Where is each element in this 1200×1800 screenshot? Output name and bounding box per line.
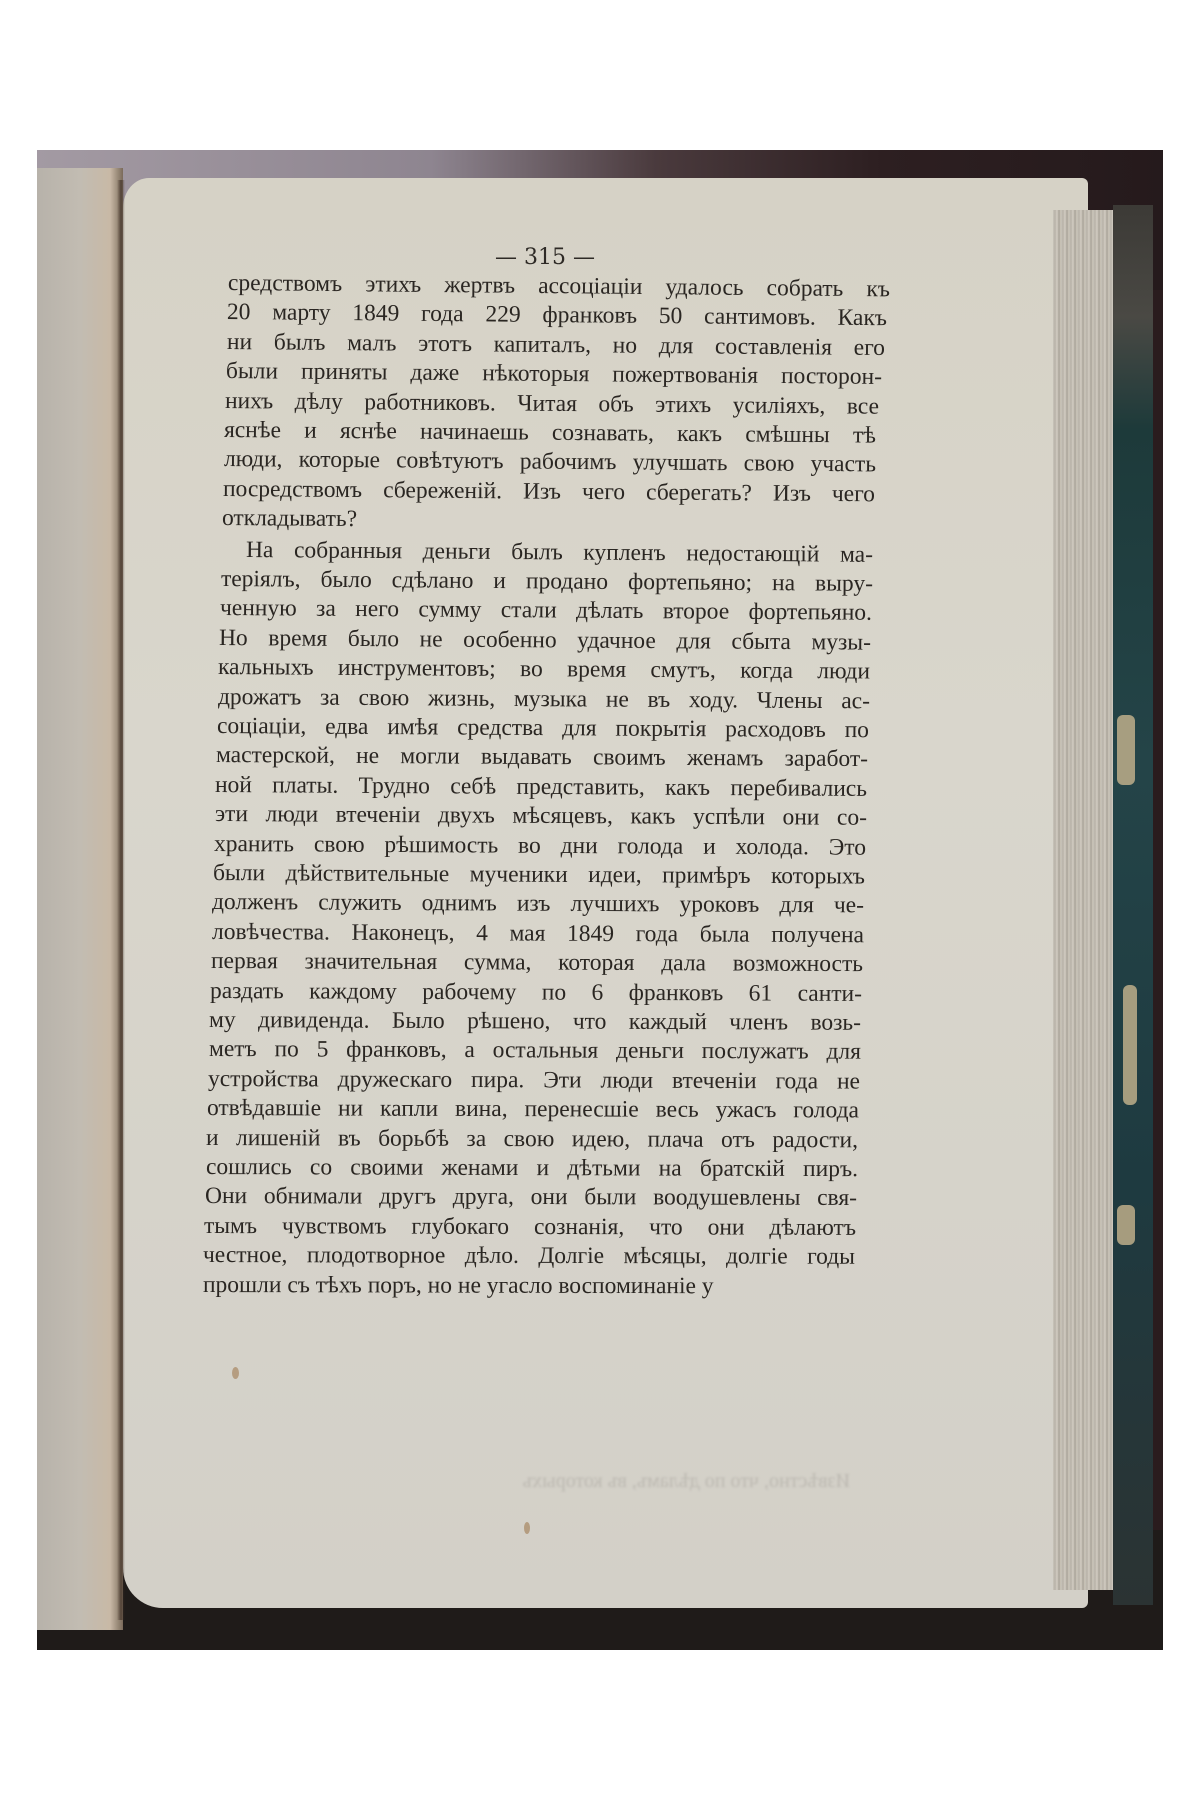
text-line: Но время было не особенно удачное для сбыта музы-	[218, 625, 872, 656]
text-line: ни былъ малъ этотъ капиталъ, но для составленія его	[226, 329, 886, 362]
text-line: первая значительная сумма, которая дала возможность	[210, 948, 864, 978]
text-line: метъ по 5 франковъ, а остальныя деньги послужатъ для	[208, 1036, 862, 1065]
text-line: люди, которые совѣтуютъ рабочимъ улучшать свою участь	[223, 446, 877, 478]
text-line: честное, плодотворное дѣло. Долгіе мѣсяцы, долгіе годы	[202, 1242, 856, 1270]
text-line: хранить свою рѣшимость во дни голода и холода. Это	[213, 831, 867, 861]
text-line: сошлись со своими женами и дѣтьми на братскій пиръ.	[205, 1154, 859, 1183]
text-line: кальныхъ инструментовъ; во время смутъ, когда люди	[217, 654, 871, 685]
text-line: откладывать?	[221, 505, 358, 533]
text-line: отвѣдавшіе ни капли вина, перенесшіе весь ужасъ голода	[206, 1095, 860, 1124]
text-line: соціаціи, едва имѣя средства для покрытія расходовъ по	[216, 713, 870, 744]
cover-wear-mark	[1117, 715, 1135, 785]
text-line: теріялъ, было сдѣлано и продано фортепьяно; на выру-	[220, 566, 874, 597]
paper-stain	[232, 1367, 239, 1379]
text-line: нихъ дѣлу работниковъ. Читая объ этихъ усиліяхъ, все	[224, 388, 880, 420]
text-line: ной платы. Трудно себѣ представить, какъ перебивались	[214, 772, 868, 802]
text-line: 20 марту 1849 года 229 франковъ 50 сантимовъ. Какъ	[226, 299, 888, 332]
text-line: эти люди втеченіи двухъ мѣсяцевъ, какъ успѣли они со-	[214, 801, 868, 831]
cover-wear-mark	[1123, 985, 1137, 1105]
text-line: прошли съ тѣхъ поръ, но не угасло воспоминаніе у	[202, 1272, 714, 1300]
page-number: — 315 —	[495, 245, 595, 270]
cover-wear-mark	[1117, 1205, 1135, 1245]
text-line: яснѣе и яснѣе начинаешь сознавать, какъ смѣшны тѣ	[223, 417, 877, 449]
gutter-shadow	[117, 180, 125, 1620]
text-line: долженъ служить однимъ изъ лучшихъ уроковъ для че-	[211, 889, 865, 919]
paper-stain	[524, 1522, 530, 1534]
text-line: мастерской, не могли выдавать своимъ женамъ заработ-	[215, 742, 869, 773]
text-line: раздать каждому рабочему по 6 франковъ 61 санти-	[209, 978, 863, 1007]
text-line: На собранныя деньги былъ купленъ недостающій ма-	[245, 537, 874, 568]
text-line: и лишеній въ борьбѣ за свою идею, плача отъ радости,	[205, 1125, 859, 1154]
text-line: ловѣчества. Наконецъ, 4 мая 1849 года была получена	[211, 919, 865, 949]
text-line: посредствомъ сбереженій. Изъ чего сберегать? Изъ чего	[222, 476, 876, 508]
text-line: были дѣйствительные мученики идеи, примѣръ которыхъ	[212, 860, 866, 890]
text-line: му дивиденда. Было рѣшено, что каждый членъ возь-	[208, 1007, 862, 1036]
text-line: Они обнимали другъ друга, они были воодушевлены свя-	[204, 1183, 858, 1212]
page-edges	[1053, 210, 1113, 1590]
book-cover-edge	[1113, 205, 1153, 1605]
text-line: устройства дружескаго пира. Эти люди втеченіи года не	[207, 1066, 861, 1095]
text-line: дрожатъ за свою жизнь, музыка не въ ходу. Члены ас-	[217, 684, 871, 715]
left-page	[37, 168, 123, 1630]
text-line: тымъ чувствомъ глубокаго сознанія, что они дѣлаютъ	[203, 1213, 857, 1241]
text-line: были приняты даже нѣкоторыя пожертвованія посторон-	[225, 358, 883, 390]
text-line: ченную за него сумму стали дѣлать второе фортепьяно.	[219, 595, 873, 626]
text-line: средствомъ этихъ жертвъ ассоціаціи удалось собрать къ	[227, 270, 891, 303]
show-through-text: Извѣстно, что по дѣламъ, въ которыхъ	[522, 1470, 850, 1492]
